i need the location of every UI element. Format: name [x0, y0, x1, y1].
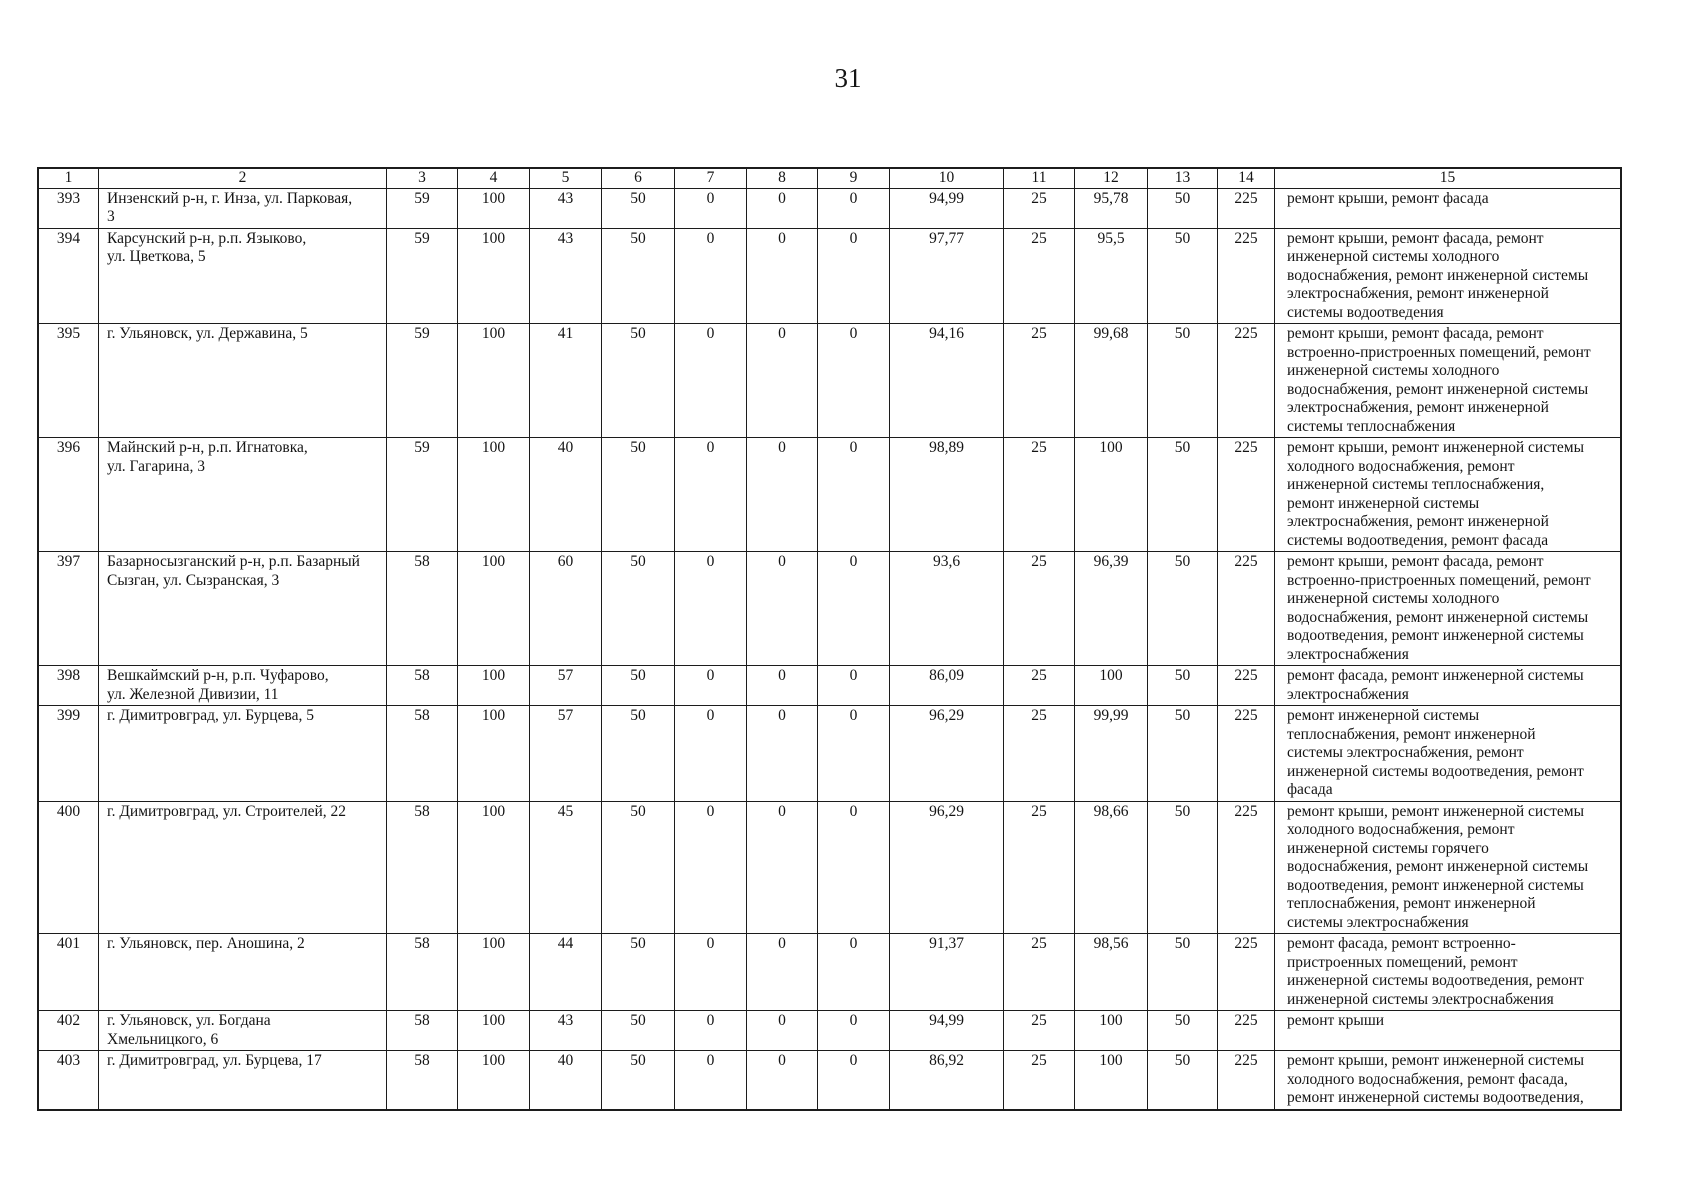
- column-header-11: 11: [1004, 169, 1075, 189]
- value-cell-10: 96,29: [890, 801, 1004, 934]
- value-cell-9: 0: [818, 666, 890, 706]
- value-cell-12: 100: [1075, 666, 1148, 706]
- value-cell-5: 43: [530, 228, 602, 324]
- value-cell-10: 94,99: [890, 1011, 1004, 1051]
- works-cell: ремонт крыши, ремонт фасада, ремонт инженерной системы холодного водоснабжения, ремонт инженерной системы электроснабжения, ремонт инженерной системы водоотведения: [1275, 228, 1621, 324]
- value-cell-5: 44: [530, 934, 602, 1011]
- value-cell-14: 225: [1218, 934, 1275, 1011]
- address-cell: Базарносызганский р-н, р.п. Базарный Сызган, ул. Сызранская, 3: [99, 552, 387, 666]
- value-cell-10: 94,99: [890, 188, 1004, 228]
- value-cell-13: 50: [1148, 1051, 1218, 1110]
- value-cell-3: 58: [387, 1011, 458, 1051]
- works-cell: ремонт крыши, ремонт фасада, ремонт встроенно-пристроенных помещений, ремонт инженерной системы холодного водоснабжения, ремонт инженерной системы водоотведения, ремонт инженерной системы электроснабжения: [1275, 552, 1621, 666]
- value-cell-8: 0: [747, 1051, 818, 1110]
- value-cell-6: 50: [602, 706, 675, 802]
- value-cell-14: 225: [1218, 1011, 1275, 1051]
- value-cell-11: 25: [1004, 552, 1075, 666]
- address-cell: г. Димитровград, ул. Бурцева, 5: [99, 706, 387, 802]
- table-row: [39, 552, 1621, 666]
- value-cell-10: 96,29: [890, 706, 1004, 802]
- value-cell-12: 98,56: [1075, 934, 1148, 1011]
- row-number-cell: 397: [39, 552, 99, 666]
- value-cell-3: 59: [387, 228, 458, 324]
- column-header-8: 8: [747, 169, 818, 189]
- column-header-6: 6: [602, 169, 675, 189]
- value-cell-8: 0: [747, 552, 818, 666]
- column-header-12: 12: [1075, 169, 1148, 189]
- column-header-4: 4: [458, 169, 530, 189]
- value-cell-4: 100: [458, 324, 530, 438]
- value-cell-14: 225: [1218, 324, 1275, 438]
- value-cell-3: 58: [387, 552, 458, 666]
- value-cell-7: 0: [675, 438, 747, 552]
- works-cell: ремонт крыши, ремонт инженерной системы холодного водоснабжения, ремонт инженерной системы теплоснабжения, ремонт инженерной системы электроснабжения, ремонт инженерной системы водоотведения, ремонт фасада: [1275, 438, 1621, 552]
- value-cell-9: 0: [818, 1051, 890, 1110]
- row-number-cell: 393: [39, 188, 99, 228]
- table-row: [39, 706, 1621, 802]
- value-cell-4: 100: [458, 552, 530, 666]
- value-cell-5: 40: [530, 1051, 602, 1110]
- value-cell-11: 25: [1004, 188, 1075, 228]
- value-cell-5: 43: [530, 1011, 602, 1051]
- value-cell-13: 50: [1148, 228, 1218, 324]
- row-number-cell: 403: [39, 1051, 99, 1110]
- value-cell-7: 0: [675, 324, 747, 438]
- works-cell: ремонт инженерной системы теплоснабжения, ремонт инженерной системы электроснабжения, ремонт инженерной системы водоотведения, ремонт фасада: [1275, 706, 1621, 802]
- value-cell-8: 0: [747, 666, 818, 706]
- value-cell-4: 100: [458, 1051, 530, 1110]
- value-cell-11: 25: [1004, 666, 1075, 706]
- value-cell-9: 0: [818, 324, 890, 438]
- works-cell: ремонт крыши, ремонт инженерной системы холодного водоснабжения, ремонт инженерной системы горячего водоснабжения, ремонт инженерной системы водоотведения, ремонт инженерной системы теплоснабжения, ремонт инженерной системы электроснабжения: [1275, 801, 1621, 934]
- value-cell-5: 57: [530, 666, 602, 706]
- value-cell-12: 98,66: [1075, 801, 1148, 934]
- table-row: [39, 324, 1621, 438]
- table-row: [39, 1051, 1621, 1110]
- value-cell-7: 0: [675, 934, 747, 1011]
- value-cell-10: 97,77: [890, 228, 1004, 324]
- value-cell-4: 100: [458, 934, 530, 1011]
- value-cell-4: 100: [458, 228, 530, 324]
- value-cell-7: 0: [675, 552, 747, 666]
- row-number-cell: 395: [39, 324, 99, 438]
- register-table: [38, 168, 1621, 1110]
- row-number-cell: 399: [39, 706, 99, 802]
- table-body: [39, 188, 1621, 1109]
- table-row: [39, 438, 1621, 552]
- value-cell-6: 50: [602, 228, 675, 324]
- works-cell: ремонт крыши: [1275, 1011, 1621, 1051]
- table-row: [39, 801, 1621, 934]
- value-cell-4: 100: [458, 188, 530, 228]
- works-cell: ремонт крыши, ремонт инженерной системы холодного водоснабжения, ремонт фасада, ремонт инженерной системы водоотведения,: [1275, 1051, 1621, 1110]
- works-cell: ремонт крыши, ремонт фасада, ремонт встроенно-пристроенных помещений, ремонт инженерной системы холодного водоснабжения, ремонт инженерной системы электроснабжения, ремонт инженерной системы теплоснабжения: [1275, 324, 1621, 438]
- value-cell-7: 0: [675, 228, 747, 324]
- value-cell-6: 50: [602, 438, 675, 552]
- value-cell-12: 100: [1075, 438, 1148, 552]
- table-row: [39, 934, 1621, 1011]
- value-cell-14: 225: [1218, 666, 1275, 706]
- address-cell: г. Ульяновск, ул. Державина, 5: [99, 324, 387, 438]
- value-cell-13: 50: [1148, 1011, 1218, 1051]
- value-cell-10: 86,09: [890, 666, 1004, 706]
- value-cell-8: 0: [747, 801, 818, 934]
- value-cell-13: 50: [1148, 324, 1218, 438]
- value-cell-11: 25: [1004, 934, 1075, 1011]
- value-cell-12: 99,99: [1075, 706, 1148, 802]
- column-header-14: 14: [1218, 169, 1275, 189]
- column-header-7: 7: [675, 169, 747, 189]
- column-header-3: 3: [387, 169, 458, 189]
- value-cell-7: 0: [675, 1051, 747, 1110]
- table-row: [39, 188, 1621, 228]
- value-cell-11: 25: [1004, 1051, 1075, 1110]
- value-cell-3: 58: [387, 706, 458, 802]
- value-cell-7: 0: [675, 801, 747, 934]
- row-number-cell: 400: [39, 801, 99, 934]
- value-cell-7: 0: [675, 188, 747, 228]
- table-row: [39, 1011, 1621, 1051]
- value-cell-4: 100: [458, 801, 530, 934]
- value-cell-9: 0: [818, 552, 890, 666]
- value-cell-12: 95,5: [1075, 228, 1148, 324]
- value-cell-9: 0: [818, 438, 890, 552]
- value-cell-6: 50: [602, 1051, 675, 1110]
- value-cell-3: 58: [387, 801, 458, 934]
- row-number-cell: 402: [39, 1011, 99, 1051]
- column-header-15: 15: [1275, 169, 1621, 189]
- address-cell: Инзенский р-н, г. Инза, ул. Парковая, 3: [99, 188, 387, 228]
- value-cell-14: 225: [1218, 228, 1275, 324]
- column-header-5: 5: [530, 169, 602, 189]
- value-cell-13: 50: [1148, 188, 1218, 228]
- value-cell-11: 25: [1004, 438, 1075, 552]
- address-cell: Карсунский р-н, р.п. Языково, ул. Цветкова, 5: [99, 228, 387, 324]
- value-cell-9: 0: [818, 801, 890, 934]
- row-number-cell: 394: [39, 228, 99, 324]
- value-cell-12: 96,39: [1075, 552, 1148, 666]
- value-cell-3: 59: [387, 324, 458, 438]
- value-cell-7: 0: [675, 666, 747, 706]
- column-header-1: 1: [39, 169, 99, 189]
- column-header-2: 2: [99, 169, 387, 189]
- value-cell-8: 0: [747, 228, 818, 324]
- value-cell-14: 225: [1218, 801, 1275, 934]
- value-cell-3: 59: [387, 188, 458, 228]
- value-cell-11: 25: [1004, 324, 1075, 438]
- table-row: [39, 228, 1621, 324]
- value-cell-6: 50: [602, 801, 675, 934]
- value-cell-9: 0: [818, 228, 890, 324]
- value-cell-13: 50: [1148, 934, 1218, 1011]
- page-number: 31: [834, 63, 862, 93]
- value-cell-5: 40: [530, 438, 602, 552]
- row-number-cell: 401: [39, 934, 99, 1011]
- value-cell-14: 225: [1218, 706, 1275, 802]
- value-cell-13: 50: [1148, 801, 1218, 934]
- value-cell-9: 0: [818, 1011, 890, 1051]
- value-cell-14: 225: [1218, 438, 1275, 552]
- row-number-cell: 396: [39, 438, 99, 552]
- value-cell-10: 98,89: [890, 438, 1004, 552]
- value-cell-5: 45: [530, 801, 602, 934]
- value-cell-6: 50: [602, 666, 675, 706]
- value-cell-10: 91,37: [890, 934, 1004, 1011]
- value-cell-9: 0: [818, 934, 890, 1011]
- address-cell: г. Димитровград, ул. Строителей, 22: [99, 801, 387, 934]
- value-cell-6: 50: [602, 188, 675, 228]
- value-cell-9: 0: [818, 706, 890, 802]
- value-cell-3: 58: [387, 666, 458, 706]
- table-row: [39, 666, 1621, 706]
- value-cell-8: 0: [747, 438, 818, 552]
- works-cell: ремонт фасада, ремонт инженерной системы электроснабжения: [1275, 666, 1621, 706]
- value-cell-11: 25: [1004, 706, 1075, 802]
- value-cell-6: 50: [602, 1011, 675, 1051]
- value-cell-3: 58: [387, 934, 458, 1011]
- value-cell-13: 50: [1148, 666, 1218, 706]
- value-cell-12: 100: [1075, 1011, 1148, 1051]
- works-cell: ремонт фасада, ремонт встроенно- пристроенных помещений, ремонт инженерной системы водоотведения, ремонт инженерной системы электроснабжения: [1275, 934, 1621, 1011]
- works-cell: ремонт крыши, ремонт фасада: [1275, 188, 1621, 228]
- value-cell-11: 25: [1004, 1011, 1075, 1051]
- value-cell-8: 0: [747, 324, 818, 438]
- value-cell-4: 100: [458, 666, 530, 706]
- value-cell-13: 50: [1148, 438, 1218, 552]
- value-cell-8: 0: [747, 1011, 818, 1051]
- address-cell: г. Димитровград, ул. Бурцева, 17: [99, 1051, 387, 1110]
- value-cell-14: 225: [1218, 1051, 1275, 1110]
- value-cell-13: 50: [1148, 552, 1218, 666]
- value-cell-6: 50: [602, 552, 675, 666]
- value-cell-8: 0: [747, 188, 818, 228]
- value-cell-5: 41: [530, 324, 602, 438]
- value-cell-5: 60: [530, 552, 602, 666]
- value-cell-3: 58: [387, 1051, 458, 1110]
- value-cell-12: 95,78: [1075, 188, 1148, 228]
- value-cell-13: 50: [1148, 706, 1218, 802]
- address-cell: Майнский р-н, р.п. Игнатовка, ул. Гагарина, 3: [99, 438, 387, 552]
- value-cell-11: 25: [1004, 228, 1075, 324]
- value-cell-6: 50: [602, 324, 675, 438]
- value-cell-7: 0: [675, 706, 747, 802]
- value-cell-10: 86,92: [890, 1051, 1004, 1110]
- header-row: [39, 169, 1621, 189]
- value-cell-14: 225: [1218, 552, 1275, 666]
- value-cell-10: 94,16: [890, 324, 1004, 438]
- address-cell: г. Ульяновск, пер. Аношина, 2: [99, 934, 387, 1011]
- row-number-cell: 398: [39, 666, 99, 706]
- value-cell-4: 100: [458, 438, 530, 552]
- value-cell-5: 43: [530, 188, 602, 228]
- value-cell-3: 59: [387, 438, 458, 552]
- value-cell-9: 0: [818, 188, 890, 228]
- value-cell-14: 225: [1218, 188, 1275, 228]
- address-cell: г. Ульяновск, ул. Богдана Хмельницкого, 6: [99, 1011, 387, 1051]
- value-cell-4: 100: [458, 1011, 530, 1051]
- column-header-10: 10: [890, 169, 1004, 189]
- value-cell-11: 25: [1004, 801, 1075, 934]
- column-header-13: 13: [1148, 169, 1218, 189]
- table-header: [39, 169, 1621, 189]
- value-cell-4: 100: [458, 706, 530, 802]
- column-header-9: 9: [818, 169, 890, 189]
- value-cell-10: 93,6: [890, 552, 1004, 666]
- value-cell-5: 57: [530, 706, 602, 802]
- value-cell-8: 0: [747, 706, 818, 802]
- value-cell-12: 99,68: [1075, 324, 1148, 438]
- value-cell-12: 100: [1075, 1051, 1148, 1110]
- address-cell: Вешкаймский р-н, р.п. Чуфарово, ул. Железной Дивизии, 11: [99, 666, 387, 706]
- value-cell-6: 50: [602, 934, 675, 1011]
- value-cell-7: 0: [675, 1011, 747, 1051]
- value-cell-8: 0: [747, 934, 818, 1011]
